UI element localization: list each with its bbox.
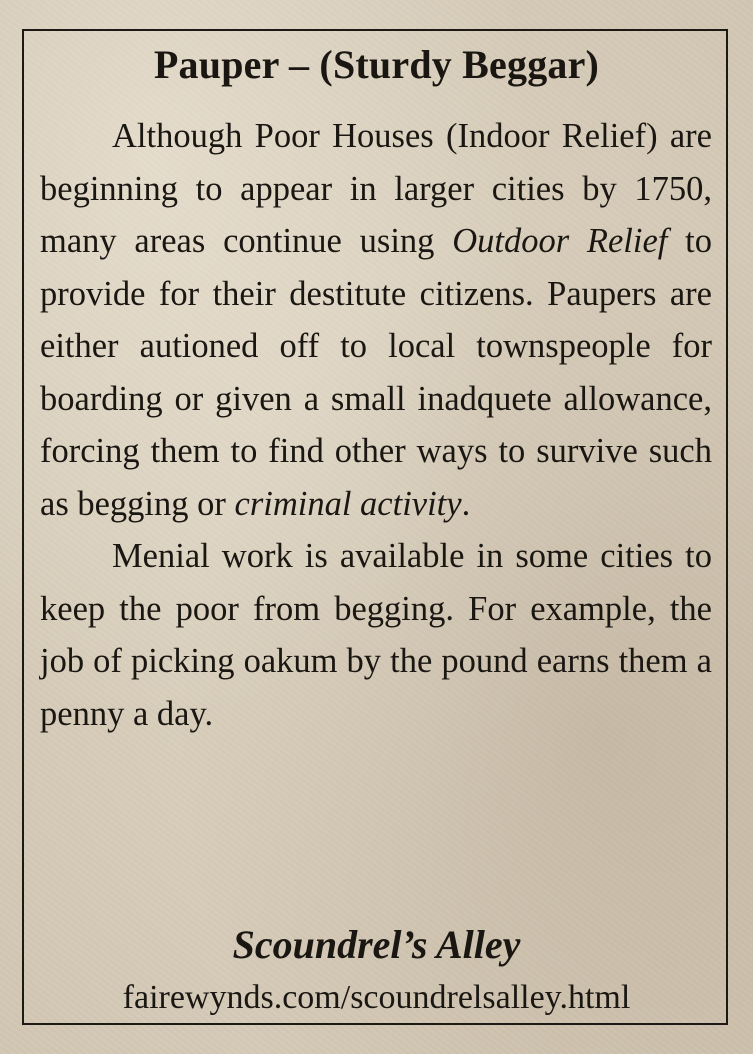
site-url: fairewynds.com/scoundrelsalley.html	[122, 979, 631, 1016]
card-title: Pauper – (Sturdy Beggar)	[153, 42, 600, 87]
paragraph-2: Menial work is available in some cities to keep the poor from begging. For example, the job of picking oakum by the pound earns them a penny a day.	[40, 537, 712, 733]
paragraph-1-text-a: Although Poor Houses (Indoor Relief) are beginning to appear in larger cities by 1750, many areas continue using	[40, 117, 712, 260]
paragraph-1	[40, 110, 712, 530]
criminal-activity-term: criminal activity	[234, 484, 462, 523]
paragraph-1-text-c: .	[461, 484, 471, 523]
card-body	[40, 110, 712, 740]
paragraph-1-text-b: to provide for their destitute citizens. Paupers are either autioned off to local townspeople for boarding or given a small inadquete allowance, forcing them to find other ways to survive such as begging or	[40, 222, 712, 523]
site-name: Scoundrel’s Alley	[232, 922, 521, 967]
outdoor-relief-term: Outdoor Relief	[452, 222, 668, 260]
